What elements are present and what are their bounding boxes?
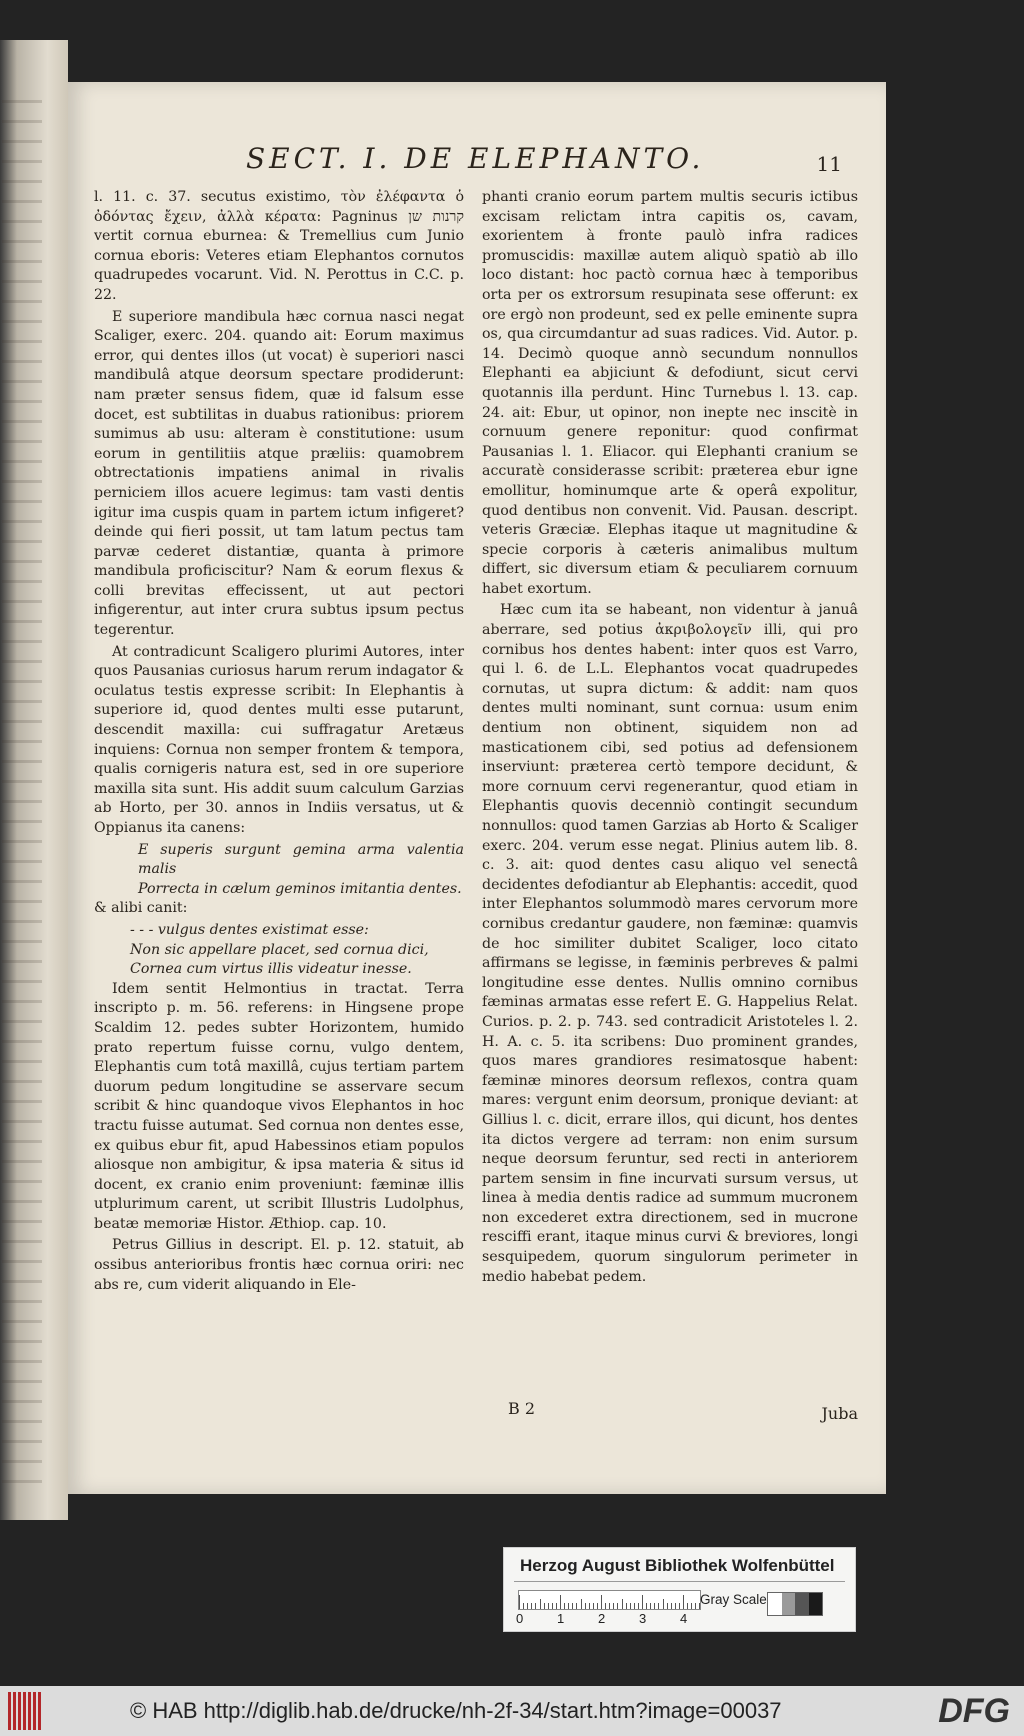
ruler-tick <box>564 1603 565 1609</box>
catchword: Juba <box>821 1404 858 1423</box>
ruler-tick <box>544 1603 545 1609</box>
ruler-tick <box>634 1603 635 1609</box>
ruler-tick <box>630 1603 631 1609</box>
ruler-tick <box>581 1599 582 1609</box>
ruler-labels <box>516 1611 706 1627</box>
ruler-tick <box>683 1595 684 1609</box>
ruler-label: 4 <box>680 1611 688 1626</box>
paragraph: Hæc cum ita se habeant, non videntur à januâ aberrare, sed potius ἀκριβολογεῖν illi, qui pro cornibus hos dentes habent: inter quos est Varro, qui l. 6. de L.L. Elephantos vocat quadrupedes cornutas, ut supra dictum: & addit: nam quos dentes multi nominant, sunt cornua: usum enim dentium non obtinent, siquidem non ad masticationem cibi, sed potius ad defensionem inserviunt: præterea certò tempore decidunt, & more cornuum cervi regenerantur, quod etiam in Elephantis quovis decenniò contingit secundum nonnullos: quod tamen Garzias ab Horto & Scaliger exerc. 204. verum esse negat. Plinius autem lib. 8. c. 3. ait: quod dentes casu aliquo vel senectâ decidentes defodiantur ab Elephantis: accedit, quod inter Elephantos solummodò mares cervorum more cornibus credantur gaudere, non fæminæ: quamvis de hoc similiter dubitet Scaliger, loco citato affirmans se legisse, in fæminis perbreves & palmi longitudine esse dentes. Nullis omnino cornibus fæminas armatas esse refert E. G. Happelius Relat. Curios. p. 2. p. 743. sed contradicit Aristoteles l. 2. H. A. c. 5. ita scribens: Duo prominent grandes, quos mares grandiores resimatosque habent: fæminæ minores deorsum reflexos, contra quam mares: vergunt enim deorsum, pronique deviant: at Gillius l. c. dicit, errare illos, qui dicunt, hos dentes ita dictos vergere ad terram: non enim sursum neque deorsum feruntur, sed recti in anteriorem partem sensim in fine incurvati sursum versus, ut linea à media dentis radice ad summum mucronem non excederet extra directionem, sed in mucrone resciffi erant, itaque minus curvi & breviores, longi sesquipedem, quorum singulorum perimeter in medio habebat pedem. <box>482 602 858 1285</box>
verse-line: E superis surgunt gemina arma valentia malis <box>138 841 464 878</box>
ruler-tick <box>675 1603 676 1609</box>
divider <box>514 1581 845 1582</box>
hab-logo-icon <box>8 1692 42 1730</box>
ruler-label: 3 <box>639 1611 647 1626</box>
paragraph: E superiore mandibula hæc cornua nasci negat Scaliger, exerc. 204. quando ait: Eorum maximus error, qui dentes illos (ut vocat) è superiori nasci mandibulâ atque deorsum spectare prodiderunt: nam præter sensus fidem, quæ id falsum esse docet, est subtilitas in duabus rationibus: priorem sumimus ab usu: alteram è constitutione: usum eorum in gentilitiis atque præliis: quamobrem obtrectationis impatiens animal in rivalis perniciem illos acuere legimus: tam vasti dentis igitur ima cuspis quam in partem ictum infigeret? deinde qui fieri possit, ut tam latum pectus tam parvæ cederet distantiæ, quanta à primore mandibula proficiscitur? Nam & eorum flexus & colli brevitas effecissent, ut aut pectori infigerentur, aut inter crura subtus ipsum pectus tegerentur. <box>94 308 464 639</box>
paragraph: At contradicunt Scaligero plurimi Autores, inter quos Pausanias curiosus harum rerum indagator & oculatus testis expresse scribit: In Elephantis à superiore id, quod dentes multi esse putarunt, descendit maxilla: cui suffragatur Aretæus inquiens: Cornua non semper frontem & tempora, qualis cornigeris natura est, sed in ore superiore maxilla sita sunt. His addit suum calculum Garzias ab Horto, per 30. annos in Indiis versatus, ut & Oppianus ita canens: <box>94 643 464 836</box>
viewer-footer <box>0 1686 1024 1736</box>
ruler-tick <box>642 1595 643 1609</box>
left-column <box>94 188 464 1297</box>
ruler-tick <box>687 1603 688 1609</box>
ruler-label: 0 <box>516 1611 524 1626</box>
ruler-label: 1 <box>557 1611 565 1626</box>
ruler-tick <box>679 1603 680 1609</box>
page-number: 11 <box>816 152 842 176</box>
ruler-tick <box>548 1603 549 1609</box>
ruler-label: 2 <box>598 1611 606 1626</box>
ruler-tick <box>568 1603 569 1609</box>
verse-line: Non sic appellare placet, sed cornua dici, <box>130 941 429 958</box>
ruler-tick <box>540 1599 541 1609</box>
ruler-tick <box>622 1599 623 1609</box>
ruler-tick <box>593 1603 594 1609</box>
copyright-link[interactable]: © HAB http://diglib.hab.de/drucke/nh-2f-34/start.htm?image=00037 <box>130 1698 782 1723</box>
paragraph: Idem sentit Helmontius in tractat. Terra inscripto p. m. 56. referens: in Hingsene prope Scaldim 12. pedes subter Horizontem, humido prato repertum fuisse cornu, vulgo dentem, Elephantis cum totâ maxillâ, cujus tertiam partem duorum pedum longitudine se asservare secum scribit & hinc quandoque vivos Elephantos in hoc tractu fuisse autumat. Sed cornua non dentes esse, ex quibus ebur fit, apud Habessinos etiam populos aliosque non ambigitur, & ipsa materia & situs id docent, ex cranio enim proveniunt: fæminæ illis utplurimum carent, ut scribit Illustris Ludolphus, beatæ memoriæ Histor. Æthiop. cap. 10. <box>94 980 464 1232</box>
ruler-tick <box>560 1595 561 1609</box>
gray-swatch <box>782 1593 796 1615</box>
book-page <box>68 82 886 1494</box>
ruler-tick <box>609 1603 610 1609</box>
ruler-tick <box>654 1603 655 1609</box>
verse-line: - - - vulgus dentes existimat esse: <box>130 921 369 938</box>
paragraph: l. 11. c. 37. secutus existimo, τὸν ἐλέφαντα ὁ ὀδόντας ἔχειν, ἀλλὰ κέρατα: Pagninus קרנות שן vertit cornua eburnea: & Tremellius cum Junio cornua eboris: Veteres etiam Elephantos cornutos quadrupedes vocarunt. Vid. N. Perottus in C.C. p. 22. <box>94 189 464 303</box>
paragraph: phanti cranio eorum partem multis securis ictibus excisam relictam intra capitis os, cavam, exorientem à fronte paulò infra radices promuscidis: maxillæ autem aliquò spatiò ab illo loco distant: hoc pactò cornua hæc à temporibus orta per os extrorsum resupinata sese offerunt: ex ore ergò non prodeunt, sed ex pelle eminente supra os, qua circumdantur ad suas radices. Vid. Autor. p. 14. Decimò quoque annò secundum nonnullos Elephanti ea abjiciunt & defodiunt, sicut cervi quotannis illa perdunt. Hinc Turnebus l. 13. cap. 24. ait: Ebur, ut opinor, non inepte nec inscitè in cornuum genere reponitur: quod confirmat Pausanias l. 1. Eliacor. qui Elephanti cranium se accuratè considerasse scribit: præterea ebur igne emollitur, hominumque arte & operâ expolitur, quod dentibus non convenit. Vid. Pausan. descript. veteris Græciæ. Elephas itaque ut magnitudine & specie corporis à cæteris animalibus multum differt, sic diversum etiam & peculiarem cornuum habet exortum. <box>482 189 858 597</box>
ruler-tick <box>691 1603 692 1609</box>
paragraph: & alibi canit: <box>94 900 188 917</box>
measurement-ruler <box>518 1590 701 1610</box>
ruler-tick <box>576 1603 577 1609</box>
facing-page-edge <box>0 40 68 1520</box>
right-column <box>482 188 858 1289</box>
ruler-tick <box>646 1603 647 1609</box>
page-header <box>68 142 886 188</box>
ruler-tick <box>589 1603 590 1609</box>
ruler-tick <box>531 1603 532 1609</box>
ruler-tick <box>658 1603 659 1609</box>
ruler-tick <box>597 1603 598 1609</box>
ruler-tick <box>572 1603 573 1609</box>
gray-scale-swatches <box>767 1592 823 1616</box>
dfg-logo: DFG <box>938 1692 1010 1730</box>
ruler-tick <box>663 1599 664 1609</box>
verse-line: Porrecta in cælum geminos imitantia dentes. <box>138 880 462 897</box>
paragraph: Petrus Gillius in descript. El. p. 12. statuit, ab ossibus anterioribus frontis hæc cornua oriri: nec abs re, cum viderit aliquando in Ele- <box>94 1237 464 1293</box>
ruler-tick <box>613 1603 614 1609</box>
ruler-tick <box>556 1603 557 1609</box>
ruler-tick <box>638 1603 639 1609</box>
ruler-tick <box>671 1603 672 1609</box>
ruler-tick <box>650 1603 651 1609</box>
ruler-tick <box>552 1603 553 1609</box>
running-title: SECT. I. DE ELEPHANTO. <box>246 142 705 175</box>
ruler-tick <box>605 1603 606 1609</box>
gray-swatch <box>768 1593 782 1615</box>
ruler-tick <box>585 1603 586 1609</box>
gray-swatch <box>809 1593 823 1615</box>
ruler-tick <box>523 1603 524 1609</box>
ruler-tick <box>519 1595 520 1609</box>
ruler-tick <box>695 1603 696 1609</box>
ruler-tick <box>626 1603 627 1609</box>
ruler-tick <box>601 1595 602 1609</box>
gray-swatch <box>795 1593 809 1615</box>
color-scale-card <box>503 1547 856 1632</box>
verse-line: Cornea cum virtus illis videatur inesse. <box>130 961 412 978</box>
library-name: Herzog August Bibliothek Wolfenbüttel <box>520 1556 835 1575</box>
ruler-tick <box>535 1603 536 1609</box>
ruler-tick <box>527 1603 528 1609</box>
ruler-tick <box>667 1603 668 1609</box>
signature-mark: B 2 <box>508 1399 536 1418</box>
gray-scale-label: Gray Scale <box>700 1592 767 1607</box>
ruler-tick <box>617 1603 618 1609</box>
